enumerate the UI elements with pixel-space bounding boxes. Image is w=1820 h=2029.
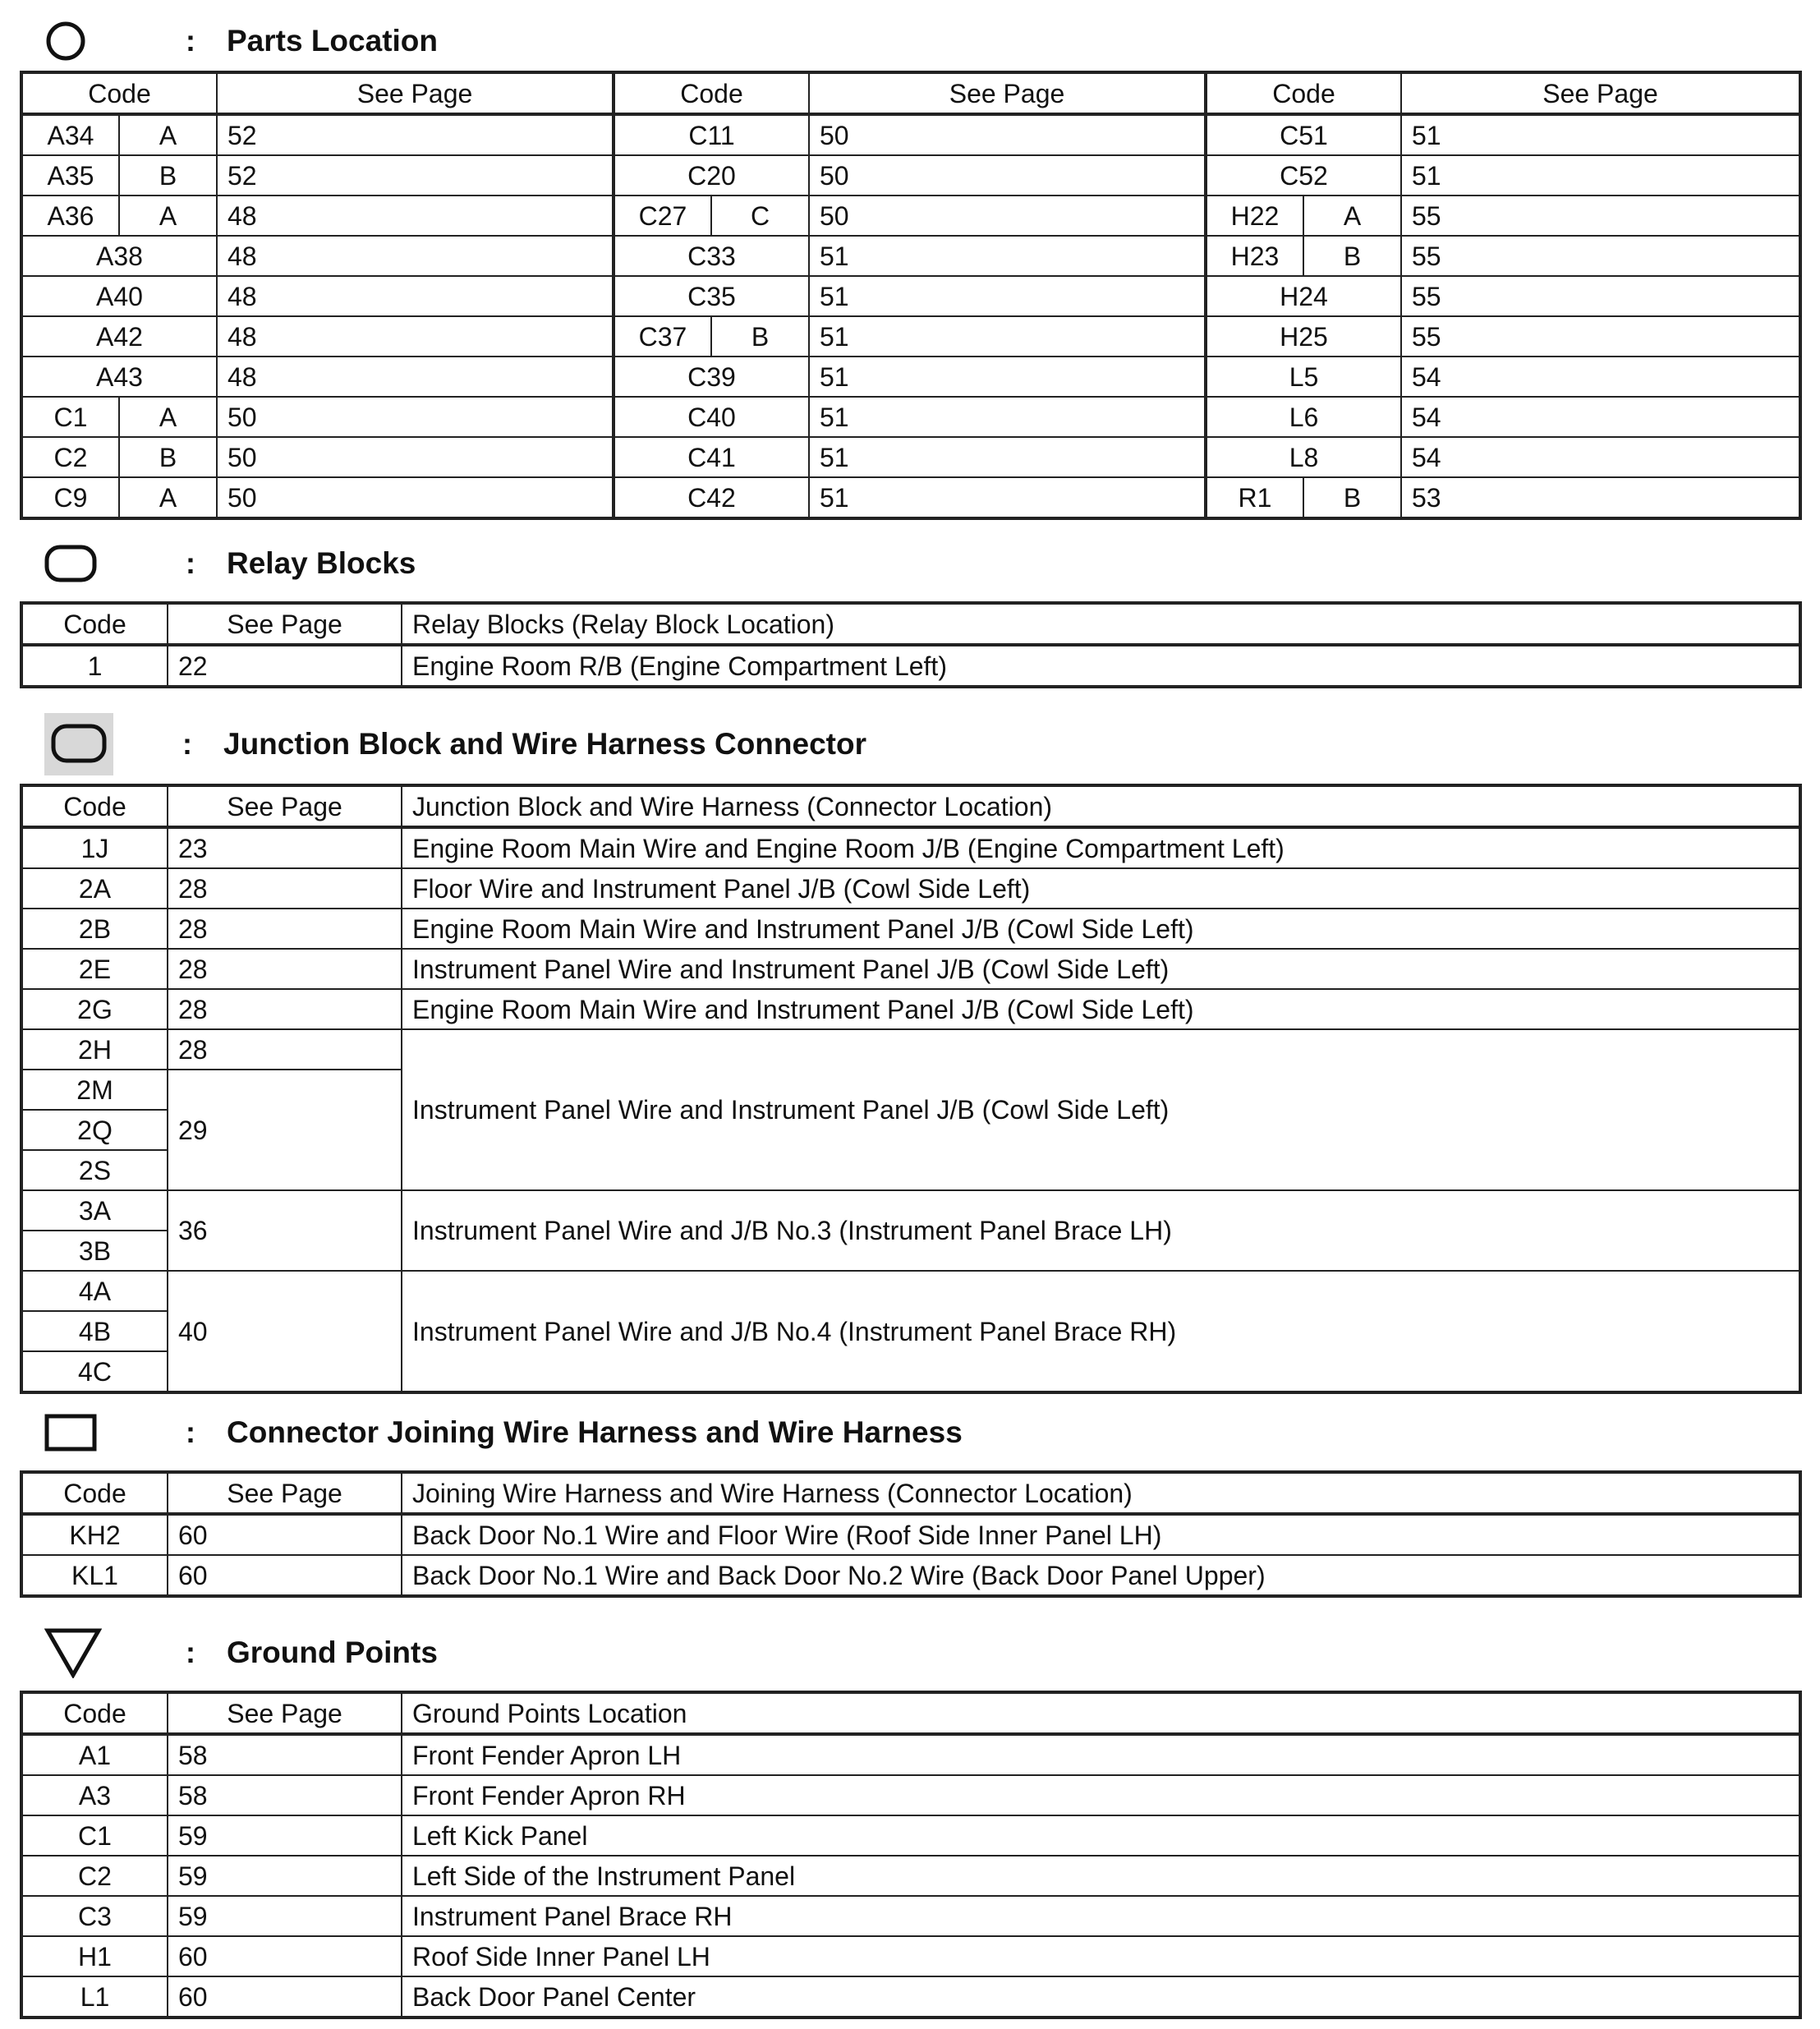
page-cell: 58 <box>168 1734 402 1775</box>
table-row <box>21 316 1800 357</box>
column-header: See Page <box>809 72 1206 114</box>
code-cell: 2G <box>21 989 168 1029</box>
code-cell: C3 <box>21 1896 168 1936</box>
page-cell: 50 <box>217 477 614 518</box>
relay-blocks-table <box>20 601 1802 688</box>
desc-cell: Engine Room Main Wire and Engine Room J/B (Engine Compartment Left) <box>402 827 1800 868</box>
code-cell: A35 <box>21 155 119 196</box>
code-cell: H23 <box>1206 236 1303 276</box>
column-header: Code <box>21 785 168 827</box>
column-header: See Page <box>168 785 402 827</box>
page-cell: 60 <box>168 1514 402 1555</box>
junction-block-heading: : Junction Block and Wire Harness Connector <box>44 713 866 775</box>
sub-code-cell: A <box>119 114 217 155</box>
desc-cell: Instrument Panel Brace RH <box>402 1896 1800 1936</box>
code-cell: C1 <box>21 1815 168 1856</box>
code-cell: R1 <box>1206 477 1303 518</box>
column-header: Joining Wire Harness and Wire Harness (Connector Location) <box>402 1472 1800 1514</box>
page-cell: 55 <box>1401 276 1800 316</box>
relay-blocks-heading: : Relay Blocks <box>44 532 416 595</box>
code-cell: L1 <box>21 1976 168 2017</box>
table-row <box>21 1896 1800 1936</box>
page-cell: 50 <box>809 155 1206 196</box>
column-header: Code <box>21 72 217 114</box>
desc-cell: Engine Room Main Wire and Instrument Panel J/B (Cowl Side Left) <box>402 909 1800 949</box>
page-cell: 48 <box>217 196 614 236</box>
code-cell: C39 <box>614 357 809 397</box>
code-cell: C40 <box>614 397 809 437</box>
code-cell: H22 <box>1206 196 1303 236</box>
page-cell: 51 <box>1401 155 1800 196</box>
page-cell: 54 <box>1401 437 1800 477</box>
triangle-symbol-icon <box>44 1622 143 1684</box>
desc-cell: Left Side of the Instrument Panel <box>402 1856 1800 1896</box>
code-cell: 2E <box>21 949 168 989</box>
ground-points-heading: : Ground Points <box>44 1622 438 1684</box>
table-row <box>21 1936 1800 1976</box>
code-cell: 2H <box>21 1029 168 1070</box>
connector-joining-heading: : Connector Joining Wire Harness and Wire Harness <box>44 1401 963 1464</box>
sub-code-cell: A <box>119 397 217 437</box>
page-cell: 58 <box>168 1775 402 1815</box>
code-cell: 2Q <box>21 1110 168 1150</box>
code-cell: C27 <box>614 196 711 236</box>
desc-cell: Engine Room Main Wire and Instrument Panel J/B (Cowl Side Left) <box>402 989 1800 1029</box>
code-cell: H24 <box>1206 276 1401 316</box>
column-header: Code <box>21 1692 168 1734</box>
column-header: Code <box>21 1472 168 1514</box>
code-cell: C2 <box>21 1856 168 1896</box>
table-row <box>21 196 1800 236</box>
code-cell: 2A <box>21 868 168 909</box>
parts-location-table <box>20 71 1802 520</box>
table-header-row <box>21 785 1800 827</box>
parts-location-title: Parts Location <box>227 24 438 58</box>
column-header: Ground Points Location <box>402 1692 1800 1734</box>
code-cell: 4A <box>21 1271 168 1311</box>
connector-joining-table <box>20 1470 1802 1598</box>
page-cell: 22 <box>168 645 402 687</box>
code-cell: A34 <box>21 114 119 155</box>
sub-code-cell: B <box>1303 477 1401 518</box>
code-cell: 2M <box>21 1070 168 1110</box>
code-cell: KL1 <box>21 1555 168 1596</box>
code-cell: C33 <box>614 236 809 276</box>
page-cell: 51 <box>809 276 1206 316</box>
junction-block-table <box>20 784 1802 1394</box>
sub-code-cell: B <box>119 437 217 477</box>
circle-symbol-icon <box>44 10 143 72</box>
table-row <box>21 1190 1800 1231</box>
table-row <box>21 1555 1800 1596</box>
code-cell: 1J <box>21 827 168 868</box>
code-cell: H25 <box>1206 316 1401 357</box>
code-cell: C20 <box>614 155 809 196</box>
column-header: Code <box>614 72 809 114</box>
page-cell: 52 <box>217 155 614 196</box>
code-cell: A38 <box>21 236 217 276</box>
code-cell: C35 <box>614 276 809 316</box>
page-cell: 50 <box>217 397 614 437</box>
code-cell: A42 <box>21 316 217 357</box>
table-row <box>21 155 1800 196</box>
desc-cell: Back Door No.1 Wire and Back Door No.2 Wire (Back Door Panel Upper) <box>402 1555 1800 1596</box>
page-cell: 28 <box>168 868 402 909</box>
table-header-row <box>21 1472 1800 1514</box>
table-row <box>21 397 1800 437</box>
page-cell: 48 <box>217 316 614 357</box>
code-cell: 4C <box>21 1351 168 1392</box>
connector-joining-title: Connector Joining Wire Harness and Wire Harness <box>227 1415 963 1449</box>
table-row <box>21 1734 1800 1775</box>
code-cell: C52 <box>1206 155 1401 196</box>
table-row <box>21 989 1800 1029</box>
ground-points-table <box>20 1691 1802 2019</box>
page-cell: 40 <box>168 1271 402 1392</box>
table-row <box>21 236 1800 276</box>
desc-cell: Front Fender Apron LH <box>402 1734 1800 1775</box>
code-cell: 2S <box>21 1150 168 1190</box>
rounded-rect-symbol-icon <box>44 532 143 595</box>
parts-location-heading: : Parts Location <box>44 10 438 72</box>
rectangle-symbol-icon <box>44 1401 143 1464</box>
page-cell: 36 <box>168 1190 402 1271</box>
code-cell: L8 <box>1206 437 1401 477</box>
code-cell: L6 <box>1206 397 1401 437</box>
page-cell: 48 <box>217 276 614 316</box>
shaded-rounded-rect-symbol-icon <box>44 713 143 775</box>
page-cell: 54 <box>1401 397 1800 437</box>
column-header: Junction Block and Wire Harness (Connector Location) <box>402 785 1800 827</box>
page-cell: 51 <box>1401 114 1800 155</box>
page-cell: 48 <box>217 236 614 276</box>
page-cell: 59 <box>168 1815 402 1856</box>
sub-code-cell: B <box>119 155 217 196</box>
code-cell: C37 <box>614 316 711 357</box>
table-row <box>21 357 1800 397</box>
table-row <box>21 1271 1800 1311</box>
column-header: See Page <box>168 1472 402 1514</box>
page-cell: 51 <box>809 236 1206 276</box>
code-cell: C51 <box>1206 114 1401 155</box>
code-cell: A43 <box>21 357 217 397</box>
page-cell: 53 <box>1401 477 1800 518</box>
desc-cell: Instrument Panel Wire and J/B No.4 (Instrument Panel Brace RH) <box>402 1271 1800 1392</box>
page-cell: 50 <box>217 437 614 477</box>
page-cell: 29 <box>168 1070 402 1190</box>
table-row <box>21 1029 1800 1070</box>
column-header: See Page <box>168 603 402 645</box>
column-header: Code <box>21 603 168 645</box>
desc-cell: Back Door No.1 Wire and Floor Wire (Roof Side Inner Panel LH) <box>402 1514 1800 1555</box>
junction-block-title: Junction Block and Wire Harness Connector <box>223 727 866 761</box>
code-cell: C11 <box>614 114 809 155</box>
page-cell: 59 <box>168 1896 402 1936</box>
page-cell: 48 <box>217 357 614 397</box>
page-cell: 28 <box>168 909 402 949</box>
desc-cell: Instrument Panel Wire and J/B No.3 (Instrument Panel Brace LH) <box>402 1190 1800 1271</box>
table-header-row <box>21 603 1800 645</box>
column-header: See Page <box>1401 72 1800 114</box>
page-cell: 55 <box>1401 196 1800 236</box>
code-cell: C1 <box>21 397 119 437</box>
page-cell: 60 <box>168 1976 402 2017</box>
code-cell: 3B <box>21 1231 168 1271</box>
page-cell: 51 <box>809 477 1206 518</box>
page-cell: 55 <box>1401 316 1800 357</box>
page-cell: 50 <box>809 196 1206 236</box>
table-header-row <box>21 72 1800 114</box>
table-row <box>21 1514 1800 1555</box>
sub-code-cell: A <box>119 477 217 518</box>
page-cell: 60 <box>168 1936 402 1976</box>
code-cell: 2B <box>21 909 168 949</box>
code-cell: 4B <box>21 1311 168 1351</box>
column-header: Relay Blocks (Relay Block Location) <box>402 603 1800 645</box>
page-cell: 59 <box>168 1856 402 1896</box>
table-row <box>21 276 1800 316</box>
code-cell: 3A <box>21 1190 168 1231</box>
table-header-row <box>21 1692 1800 1734</box>
code-cell: C2 <box>21 437 119 477</box>
page-cell: 55 <box>1401 236 1800 276</box>
code-cell: A36 <box>21 196 119 236</box>
page-cell: 54 <box>1401 357 1800 397</box>
page-cell: 51 <box>809 437 1206 477</box>
code-cell: C9 <box>21 477 119 518</box>
page-cell: 28 <box>168 989 402 1029</box>
table-row <box>21 909 1800 949</box>
table-row <box>21 949 1800 989</box>
code-cell: KH2 <box>21 1514 168 1555</box>
table-row <box>21 437 1800 477</box>
table-row <box>21 868 1800 909</box>
desc-cell: Instrument Panel Wire and Instrument Panel J/B (Cowl Side Left) <box>402 949 1800 989</box>
sub-code-cell: A <box>119 196 217 236</box>
desc-cell: Engine Room R/B (Engine Compartment Left) <box>402 645 1800 687</box>
table-row <box>21 1815 1800 1856</box>
desc-cell: Front Fender Apron RH <box>402 1775 1800 1815</box>
code-cell: A40 <box>21 276 217 316</box>
sub-code-cell: B <box>1303 236 1401 276</box>
page-cell: 60 <box>168 1555 402 1596</box>
table-row <box>21 477 1800 518</box>
page-cell: 28 <box>168 949 402 989</box>
table-row <box>21 645 1800 687</box>
code-cell: H1 <box>21 1936 168 1976</box>
page-cell: 51 <box>809 357 1206 397</box>
code-cell: C42 <box>614 477 809 518</box>
code-cell: A3 <box>21 1775 168 1815</box>
page-cell: 51 <box>809 397 1206 437</box>
desc-cell: Left Kick Panel <box>402 1815 1800 1856</box>
page-cell: 52 <box>217 114 614 155</box>
desc-cell: Back Door Panel Center <box>402 1976 1800 2017</box>
page-cell: 23 <box>168 827 402 868</box>
code-cell: C41 <box>614 437 809 477</box>
ground-points-title: Ground Points <box>227 1636 438 1669</box>
code-cell: A1 <box>21 1734 168 1775</box>
page-cell: 50 <box>809 114 1206 155</box>
code-cell: 1 <box>21 645 168 687</box>
table-row <box>21 114 1800 155</box>
page-cell: 28 <box>168 1029 402 1070</box>
sub-code-cell: A <box>1303 196 1401 236</box>
relay-blocks-title: Relay Blocks <box>227 546 416 580</box>
desc-cell: Roof Side Inner Panel LH <box>402 1936 1800 1976</box>
page-cell: 51 <box>809 316 1206 357</box>
column-header: See Page <box>217 72 614 114</box>
table-row <box>21 1775 1800 1815</box>
table-row <box>21 1976 1800 2017</box>
desc-cell: Instrument Panel Wire and Instrument Panel J/B (Cowl Side Left) <box>402 1029 1800 1190</box>
sub-code-cell: B <box>711 316 809 357</box>
table-row <box>21 1856 1800 1896</box>
code-cell: L5 <box>1206 357 1401 397</box>
column-header: Code <box>1206 72 1401 114</box>
table-row <box>21 827 1800 868</box>
desc-cell: Floor Wire and Instrument Panel J/B (Cowl Side Left) <box>402 868 1800 909</box>
column-header: See Page <box>168 1692 402 1734</box>
sub-code-cell: C <box>711 196 809 236</box>
